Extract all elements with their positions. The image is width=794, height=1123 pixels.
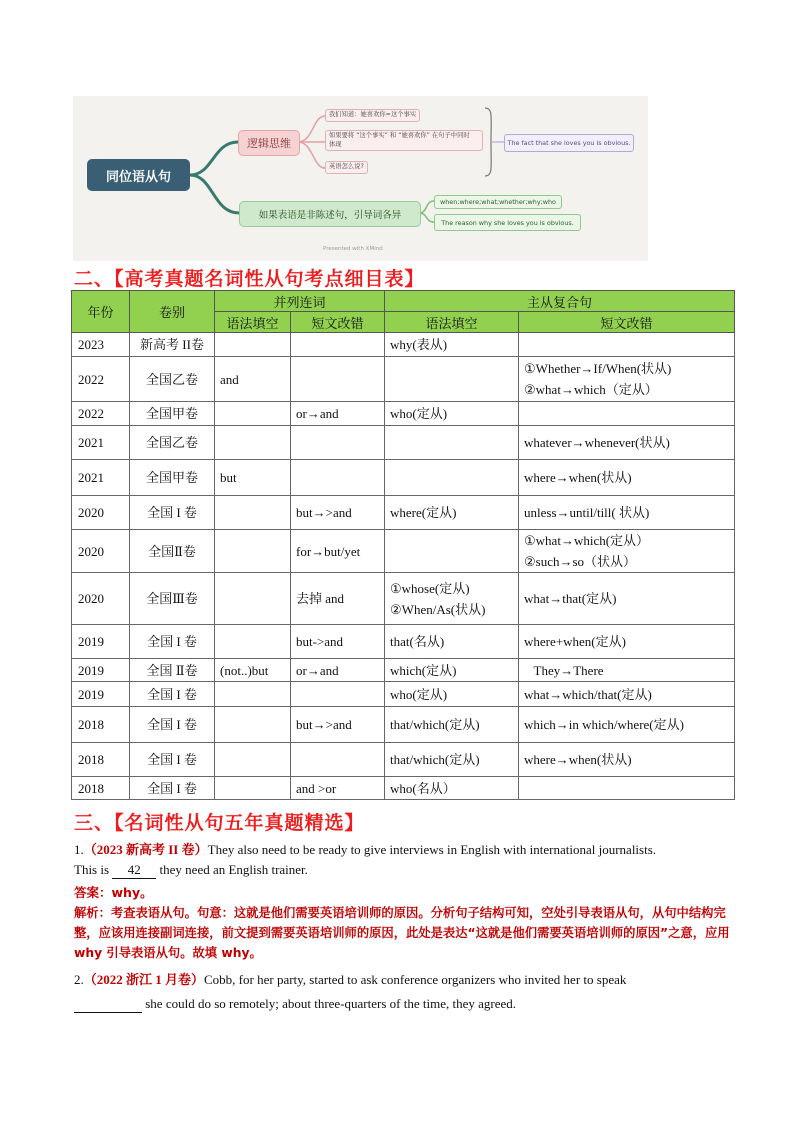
cell: what→which/that(定从): [519, 682, 735, 707]
cell-line: ①whose(定从): [390, 580, 470, 596]
cell: [291, 426, 385, 460]
analysis-text: 解析：考查表语从句。句意：这就是他们需要英语培训师的原因。分析句子结构可知，空处引导表语从句，从句中结构完整，应该用连接副词连接，前文提到需要英语培训师的原因，此处是表达“这就是他们需要英语培训师的原因”之意，应用 why 引导表语从句。故填 why。: [74, 906, 730, 960]
cell: where+when(定从): [519, 625, 735, 659]
cell-year: 2022: [72, 402, 130, 426]
cell: but→>and: [291, 707, 385, 743]
mind-map-image: [73, 96, 648, 261]
cell: or→and: [291, 402, 385, 426]
cell: [215, 426, 291, 460]
question-text: Cobb, for her party, started to ask conference organizers who invited her to speak: [204, 972, 627, 987]
cell-paper: 全国 Ⅱ卷: [130, 659, 215, 682]
question-1: [74, 840, 736, 880]
cell: and: [215, 357, 291, 402]
table-row: [72, 530, 735, 573]
cell-paper: 全国Ⅲ卷: [130, 573, 215, 625]
cell-line: ①Whether→If/When(状从): [524, 361, 672, 376]
cell: who(名从）: [385, 777, 519, 800]
cell: which(定从): [385, 659, 519, 682]
cell-year: 2018: [72, 707, 130, 743]
cell-paper: 全国 I 卷: [130, 496, 215, 530]
cell: [215, 333, 291, 357]
mindmap-root-node: 同位语从句: [87, 159, 190, 191]
cell: They→There: [519, 659, 735, 682]
cell-paper: 全国 I 卷: [130, 743, 215, 777]
cell: but→>and: [291, 496, 385, 530]
cell: but: [215, 460, 291, 496]
question-number: 1.: [74, 842, 84, 857]
table-row: [72, 777, 735, 800]
mindmap-result-node: The fact that she loves you is obvious.: [504, 134, 634, 152]
cell-line: ②what→which（定从）: [524, 382, 658, 397]
cell: who(定从): [385, 402, 519, 426]
cell: [215, 777, 291, 800]
cell-paper: 全国甲卷: [130, 460, 215, 496]
cell: what→that(定从): [519, 573, 735, 625]
table-row: [72, 625, 735, 659]
cell: [519, 333, 735, 357]
question-text: she could do so remotely; about three-quarters of the time, they agreed.: [142, 996, 516, 1011]
header-complex: 主从复合句: [385, 291, 735, 312]
cell-paper: 全国Ⅱ卷: [130, 530, 215, 573]
table-row: [72, 402, 735, 426]
mindmap-footer: Presented with XMind: [323, 246, 383, 252]
mindmap-leaf: The reason why she loves you is obvious.: [434, 214, 581, 231]
cell: who(定从): [385, 682, 519, 707]
section-heading-2: 二、【高考真题名词性从句考点细目表】: [74, 268, 425, 290]
cell: [291, 333, 385, 357]
table-row: [72, 496, 735, 530]
question-2: [74, 970, 736, 990]
cell: that/which(定从): [385, 743, 519, 777]
cell: [291, 743, 385, 777]
cell: unless→until/till( 状从): [519, 496, 735, 530]
header-correction: 短文改错: [291, 312, 385, 333]
mindmap-branch-predicative: 如果表语是非陈述句，引导词各异: [239, 201, 421, 227]
cell: [215, 707, 291, 743]
section-heading-3: 三、【名词性从句五年真题精选】: [74, 812, 365, 834]
cell: [385, 460, 519, 496]
mindmap-branch-logic: 逻辑思维: [238, 130, 300, 156]
cell: that/which(定从): [385, 707, 519, 743]
cell-paper: 全国 I 卷: [130, 625, 215, 659]
header-year: 年份: [72, 291, 130, 333]
cell-year: 2022: [72, 357, 130, 402]
cell: [385, 426, 519, 460]
cell: [519, 357, 735, 402]
table-row: [72, 573, 735, 625]
cell-paper: 新高考 II卷: [130, 333, 215, 357]
cell-year: 2021: [72, 426, 130, 460]
cell: where(定从): [385, 496, 519, 530]
cell: but->and: [291, 625, 385, 659]
cell-line: ②such→so（状从）: [524, 554, 637, 569]
cell: and >or: [291, 777, 385, 800]
cell: [215, 496, 291, 530]
cell: [215, 625, 291, 659]
answer-line: 答案：why。: [74, 885, 153, 900]
cell-line: ②When/As(状从): [390, 601, 486, 617]
table-row: [72, 460, 735, 496]
mindmap-leaf-line: 如果要将 “这个事实” 和 “她喜欢你” 在句子中同时: [329, 132, 470, 139]
mindmap-leaf: 英语怎么说?: [325, 161, 368, 174]
cell: [291, 357, 385, 402]
cell-year: 2020: [72, 496, 130, 530]
cell-year: 2020: [72, 573, 130, 625]
cell-year: 2018: [72, 743, 130, 777]
table-row: [72, 659, 735, 682]
answer-blank: 42: [112, 862, 156, 879]
cell: for→but/yet: [291, 530, 385, 573]
cell-paper: 全国乙卷: [130, 357, 215, 402]
cell: or→and: [291, 659, 385, 682]
question-text: This is: [74, 862, 113, 877]
header-correction: 短文改错: [519, 312, 735, 333]
header-grammar: 语法填空: [385, 312, 519, 333]
table-row: [72, 426, 735, 460]
cell-year: 2019: [72, 682, 130, 707]
cell-paper: 全国甲卷: [130, 402, 215, 426]
cell-year: 2023: [72, 333, 130, 357]
table-row: [72, 707, 735, 743]
cell: [215, 573, 291, 625]
exam-points-table: [71, 290, 735, 800]
cell-year: 2020: [72, 530, 130, 573]
cell: which→in which/where(定从): [519, 707, 735, 743]
question-2-line-2: [74, 994, 736, 1014]
table-row: [72, 682, 735, 707]
cell: [291, 682, 385, 707]
cell: where→when(状从): [519, 460, 735, 496]
table-row: [72, 333, 735, 357]
question-number: 2.: [74, 972, 84, 987]
mindmap-leaf: [325, 130, 483, 151]
question-source: （2022 浙江 1 月卷）: [83, 972, 205, 987]
mindmap-leaf: when;where;what;whether;why;who: [434, 195, 562, 209]
header-parallel: 并列连词: [215, 291, 385, 312]
cell-year: 2021: [72, 460, 130, 496]
cell: [215, 402, 291, 426]
question-text: They also need to be ready to give interviews in English with international journalists.: [207, 842, 657, 857]
cell: (not..)but: [215, 659, 291, 682]
cell: why(表从): [385, 333, 519, 357]
cell: whatever→whenever(状从): [519, 426, 735, 460]
cell-paper: 全国 I 卷: [130, 777, 215, 800]
cell-paper: 全国乙卷: [130, 426, 215, 460]
mindmap-leaf: 我们知道：她喜欢你=这个事实: [325, 109, 420, 122]
cell-year: 2018: [72, 777, 130, 800]
cell: where→when(状从): [519, 743, 735, 777]
cell: [385, 530, 519, 573]
header-paper: 卷别: [130, 291, 215, 333]
cell-line: ①what→which(定从）: [524, 533, 650, 548]
question-text: they need an English trainer.: [156, 862, 308, 877]
cell: 去掉 and: [291, 573, 385, 625]
cell-year: 2019: [72, 625, 130, 659]
cell: [519, 530, 735, 573]
cell: [385, 573, 519, 625]
answer-blank: [74, 996, 142, 1013]
cell: [519, 777, 735, 800]
cell: that(名从): [385, 625, 519, 659]
cell: [215, 530, 291, 573]
header-grammar: 语法填空: [215, 312, 291, 333]
table-row: [72, 743, 735, 777]
cell: [215, 682, 291, 707]
cell: [215, 743, 291, 777]
cell: [385, 357, 519, 402]
question-source: （2023 新高考 II 卷）: [83, 842, 208, 857]
cell-paper: 全国 I 卷: [130, 707, 215, 743]
cell-year: 2019: [72, 659, 130, 682]
cell: [291, 460, 385, 496]
table-row: [72, 357, 735, 402]
cell: [519, 402, 735, 426]
mindmap-leaf-line: 体现: [329, 140, 342, 148]
cell-paper: 全国 I 卷: [130, 682, 215, 707]
